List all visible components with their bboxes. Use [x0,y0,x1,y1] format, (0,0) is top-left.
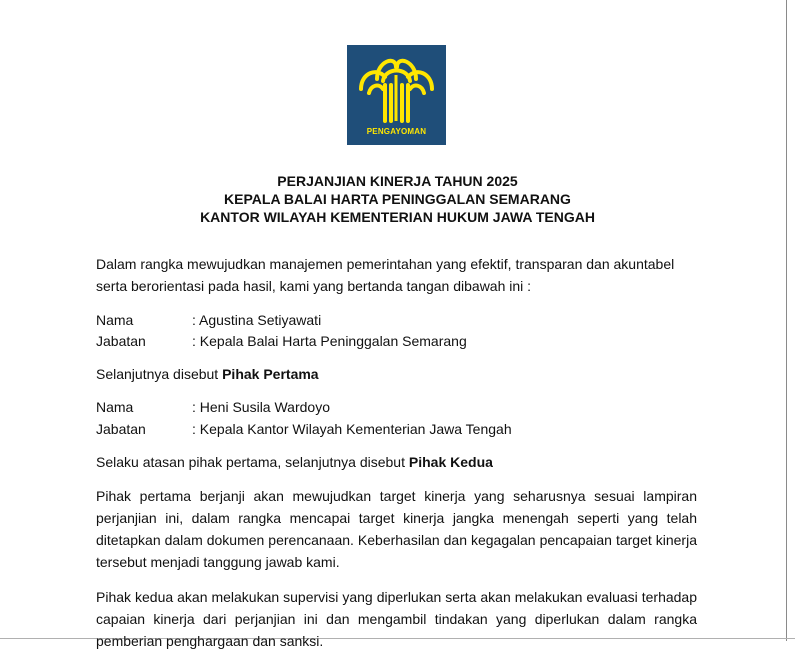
supervision-paragraph: Pihak kedua akan melakukan supervisi yang diperlukan serta akan melakukan evaluasi terhadap capaian kinerja dari perjanjian ini dan mengambil tindakan yang diperlukan dalam rangka pemberian penghargaan dan sanksi. [96,589,697,649]
party1-name-value: : Agustina Setiyawati [192,312,322,328]
party1-position-row [96,330,467,352]
party1-designation-prefix: Selanjutnya disebut [96,366,223,382]
party1-designation [96,363,319,385]
party1-position-label: Jabatan [96,333,146,349]
party1-name-row [96,309,321,331]
party2-name-row [96,396,330,418]
party2-position-value: : Kepala Kantor Wilayah Kementerian Jawa Tengah [192,421,512,437]
intro-paragraph: Dalam rangka mewujudkan manajemen pemerintahan yang efektif, transparan dan akuntabel serta berorientasi pada hasil, kami yang bertanda tangan dibawah ini : [96,256,675,294]
party2-name-label: Nama [96,399,134,415]
party2-position-row [96,418,512,440]
document-title: PERJANJIAN KINERJA TAHUN 2025 [277,173,518,189]
party1-name-label: Nama [96,312,134,328]
party2-designation [96,451,493,473]
pengayoman-logo [347,45,446,145]
party2-position-label: Jabatan [96,421,146,437]
page-edge-right [786,0,787,641]
party2-name-value: : Heni Susila Wardoyo [192,399,330,415]
logo-caption: PENGAYOMAN [366,127,427,136]
party2-designation-term: Pihak Kedua [408,454,493,470]
party1-position-value: : Kepala Balai Harta Peninggalan Semarang [192,333,467,349]
document-subtitle-ministry: KANTOR WILAYAH KEMENTERIAN HUKUM JAWA TENGAH [200,209,595,225]
party1-designation-term: Pihak Pertama [222,366,319,382]
party2-designation-prefix: Selaku atasan pihak pertama, selanjutnya disebut [96,454,409,470]
commitment-paragraph: Pihak pertama berjanji akan mewujudkan target kinerja yang seharusnya sesuai lampiran perjanjian ini, dalam rangka mencapai target kinerja jangka menengah seperti yang telah ditetapkan dalam dokumen perencanaan. Keberhasilan dan kegagalan pencapaian target kinerja tersebut menjadi tanggung jawab kami. [96,488,697,570]
document-subtitle-office: KEPALA BALAI HARTA PENINGGALAN SEMARANG [224,191,571,207]
